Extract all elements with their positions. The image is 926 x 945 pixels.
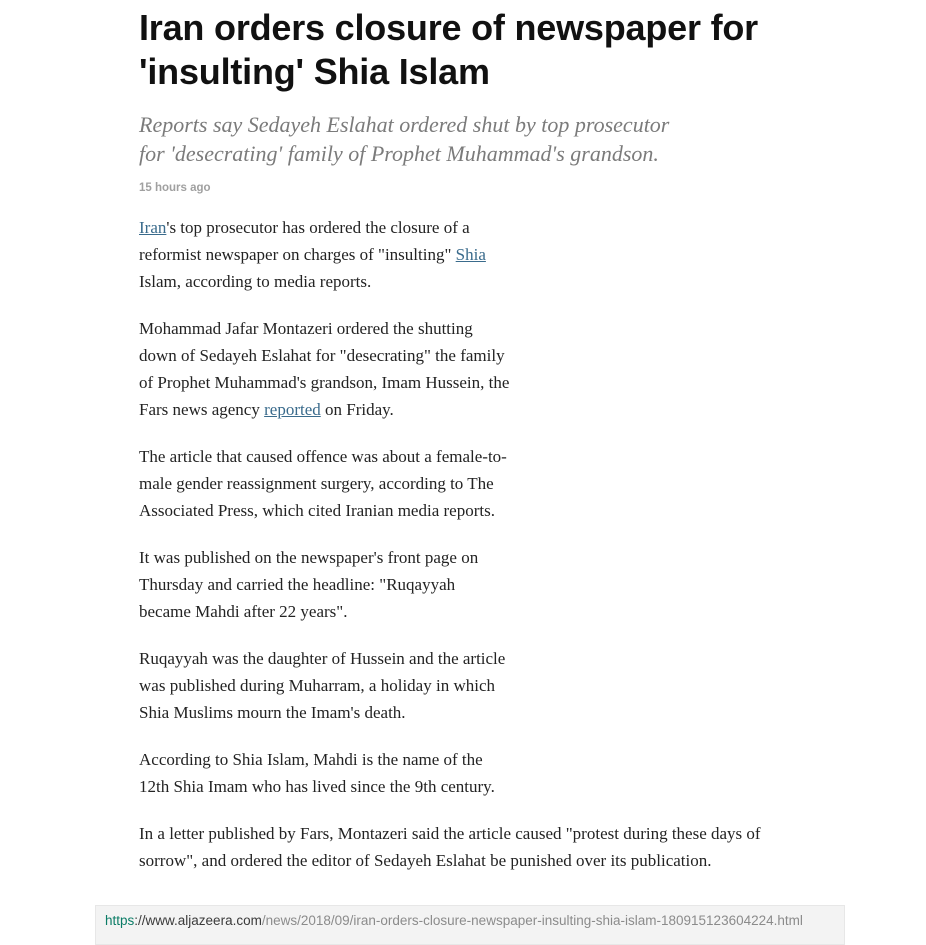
article-paragraph: In a letter published by Fars, Montazeri said the article caused "protest during these days of sorrow", and ordered the editor of Sedayeh Eslahat be punished over its publication. (139, 824, 761, 870)
inline-link[interactable]: reported (264, 400, 321, 419)
status-url-path: /news/2018/09/iran-orders-closure-newspaper-insulting-shia-islam-180915123604224.html (261, 913, 803, 928)
article-paragraph: The article that caused offence was about a female-to-male gender reassignment surgery, according to The Associated Press, which cited Iranian media reports. (139, 447, 507, 520)
browser-status-bar (95, 905, 845, 945)
status-url-host: ://www.aljazeera.com (134, 913, 262, 928)
article-timestamp: 15 hours ago (139, 182, 211, 194)
article-paragraph: According to Shia Islam, Mahdi is the name of the 12th Shia Imam who has lived since the 9th century. (139, 750, 495, 796)
article-paragraph: Ruqayyah was the daughter of Hussein and the article was published during Muharram, a holiday in which Shia Muslims mourn the Imam's death. (139, 649, 506, 722)
article-body (139, 214, 926, 874)
article-paragraph: Iran's top prosecutor has ordered the closure of a reformist newspaper on charges of "insulting" Shia Islam, according to media reports. (139, 218, 486, 291)
article-paragraph: Mohammad Jafar Montazeri ordered the shutting down of Sedayeh Eslahat for "desecrating" the family of Prophet Muhammad's grandson, Imam Hussein, the Fars news agency reported on Friday. (139, 319, 510, 419)
inline-link[interactable]: Iran (139, 218, 167, 237)
article-subtitle: Reports say Sedayeh Eslahat ordered shut by top prosecutor for 'desecrating' family of Prophet Muhammad's grandson. (139, 112, 670, 166)
article-headline: Iran orders closure of newspaper for 'insulting' Shia Islam (139, 7, 758, 92)
status-url-scheme: https (105, 913, 135, 928)
inline-link[interactable]: Shia (455, 245, 486, 264)
article-paragraph: It was published on the newspaper's front page on Thursday and carried the headline: "Ruqayyah became Mahdi after 22 years". (139, 548, 479, 621)
